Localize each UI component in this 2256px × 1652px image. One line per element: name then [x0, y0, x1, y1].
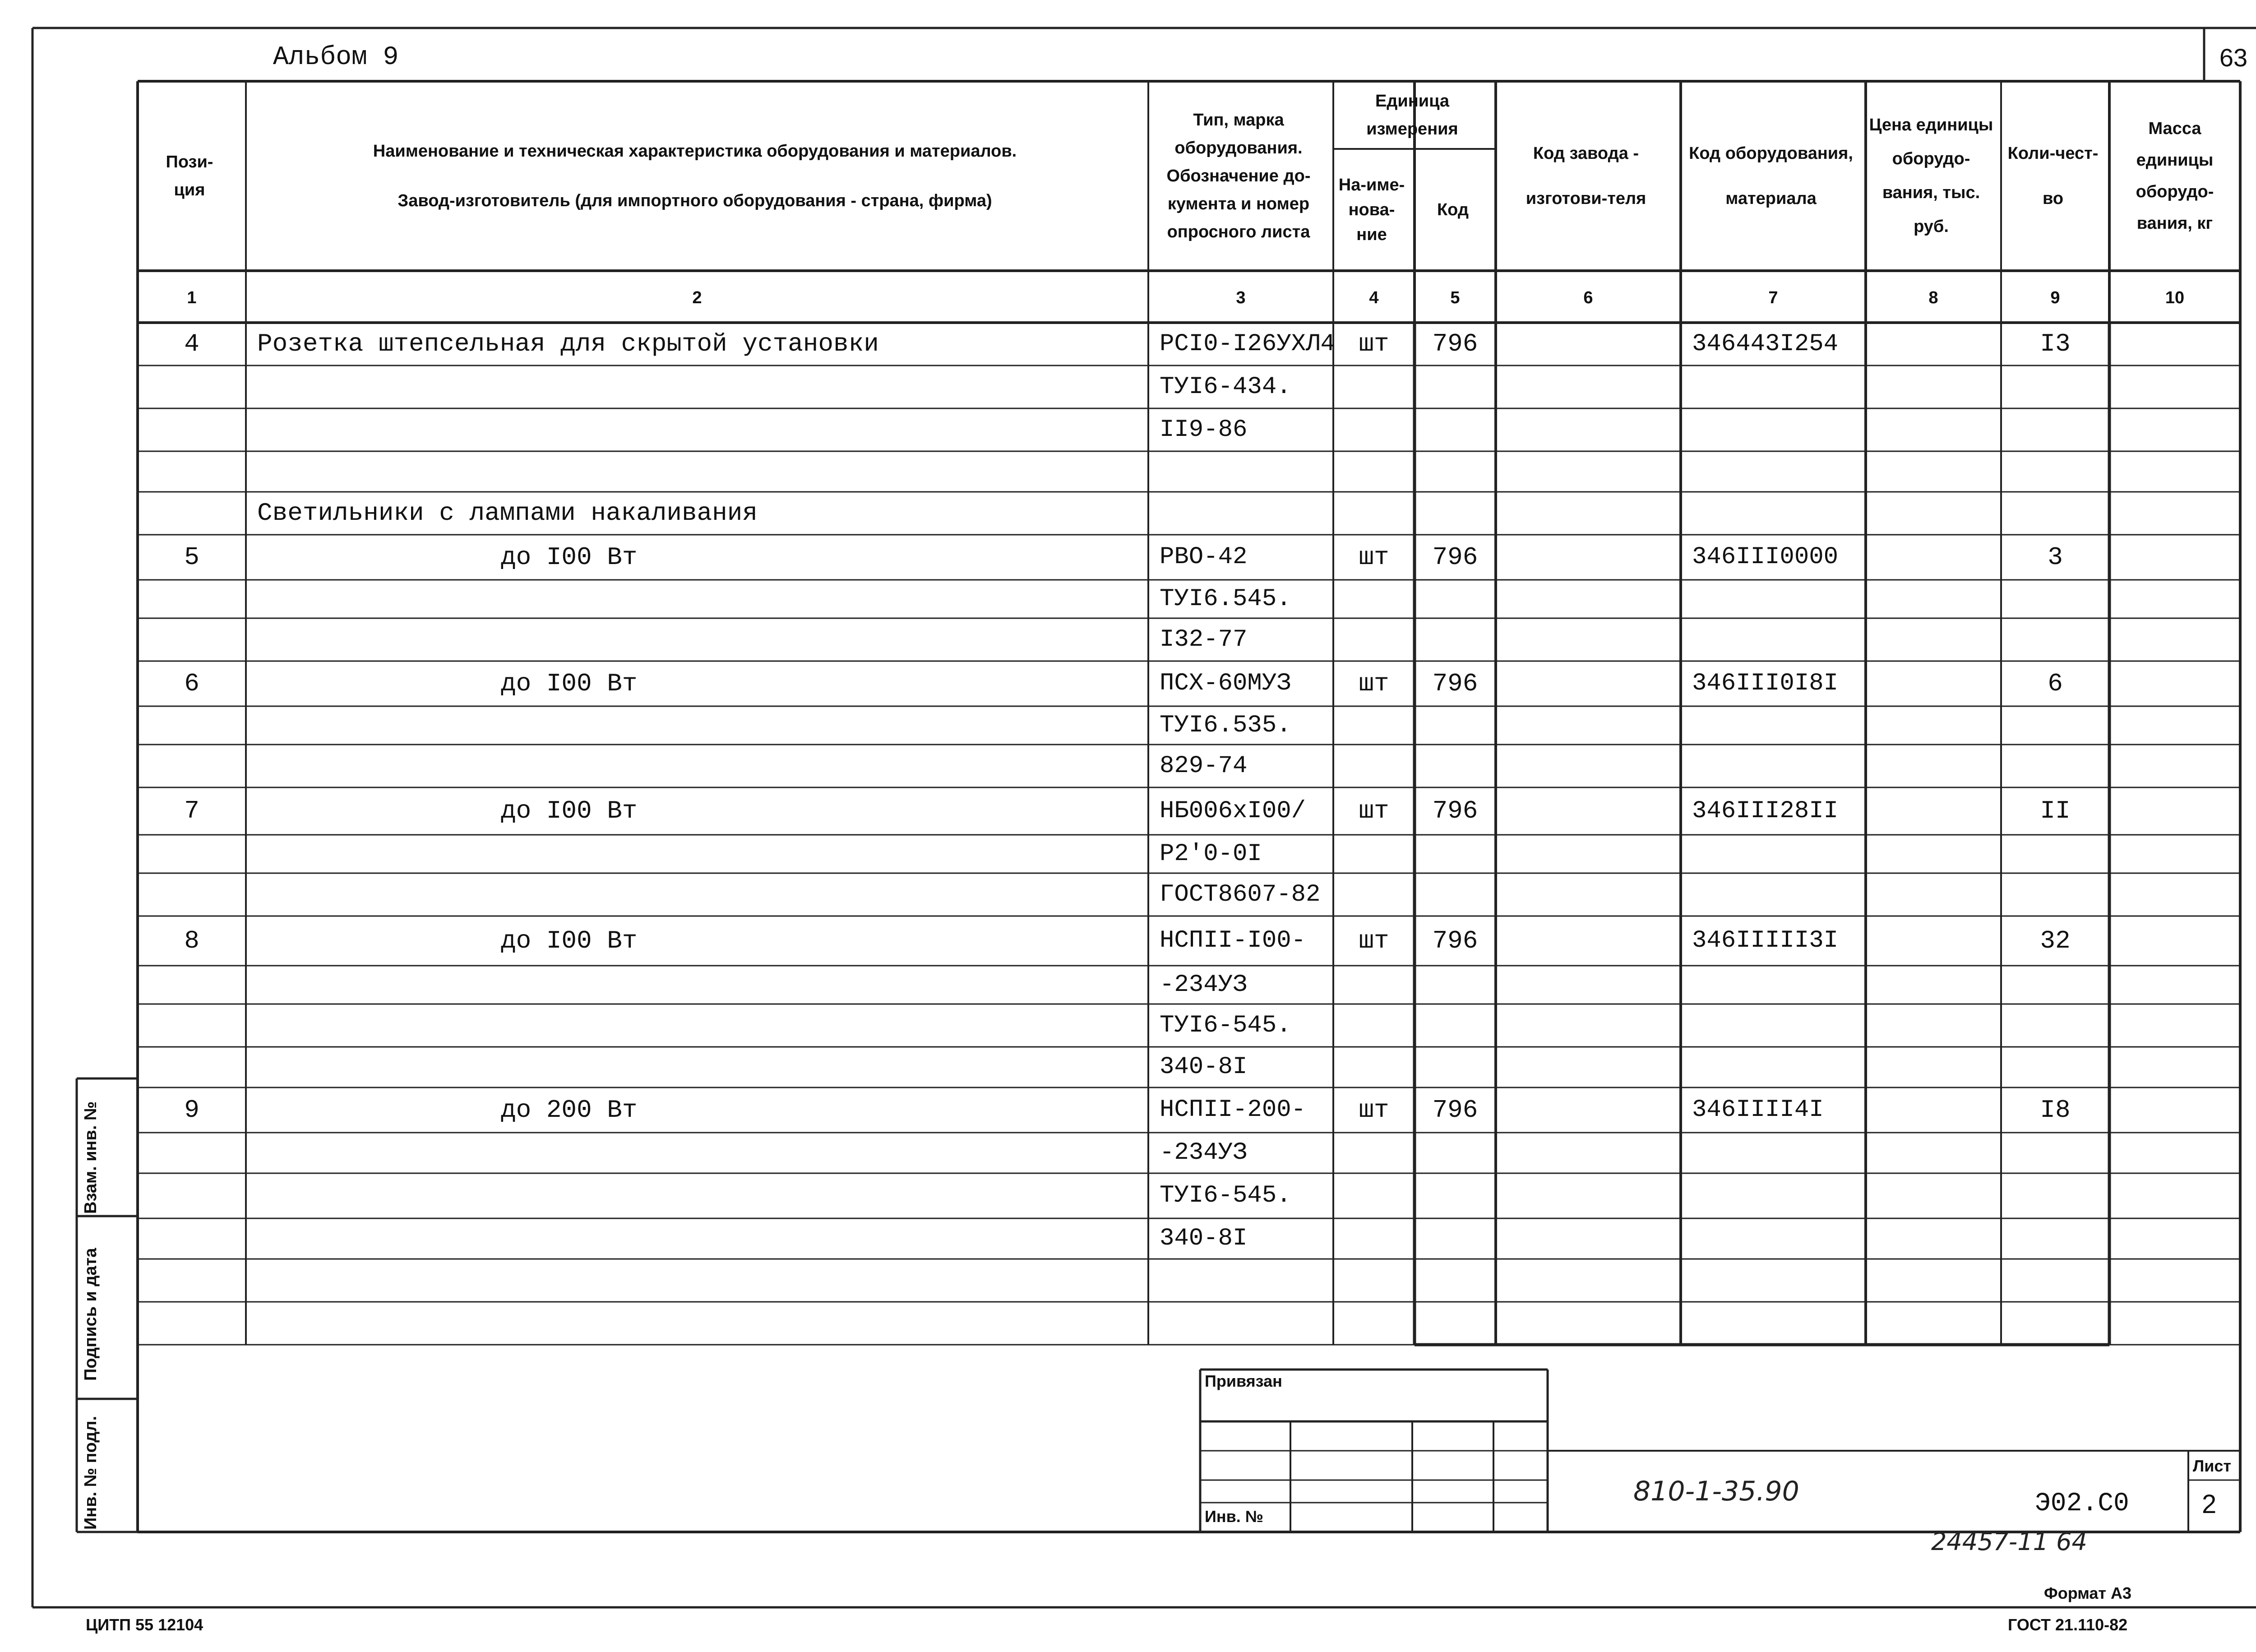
stamp-inv-no: Инв. № [1205, 1507, 1263, 1526]
header-unit-code: Код [1437, 200, 1469, 219]
sheet-label: Лист [2193, 1457, 2232, 1475]
row-type: ТУI6-545. [1160, 1012, 1291, 1039]
row-position: 8 [184, 926, 199, 955]
sheet-code: Э02.С0 [2035, 1489, 2129, 1518]
row-equipment-code: 346III0I8I [1692, 670, 1839, 697]
footer-format: Формат А3 [2044, 1584, 2132, 1602]
row-type: I32-77 [1160, 626, 1248, 653]
header-unit: Единица измерения [1366, 92, 1458, 139]
row-unit-code: 796 [1432, 926, 1478, 955]
row-type: ТУI6-545. [1160, 1182, 1291, 1209]
row-type: 829-74 [1160, 752, 1248, 780]
row-position: 4 [184, 329, 199, 358]
header-name: Наименование и техническая характеристика оборудования и материалов. Завод-изготовитель (для импортного оборудования - страна, фирма) [373, 142, 1017, 210]
row-type: ТУI6-434. [1160, 373, 1291, 401]
column-number: 3 [1236, 288, 1246, 307]
row-type: ТУI6.545. [1160, 585, 1291, 613]
row-type: -234УЗ [1160, 1139, 1248, 1166]
footer-gost: ГОСТ 21.110-82 [2008, 1615, 2128, 1634]
sheet-number: 2 [2202, 1490, 2217, 1519]
row-quantity: 32 [2040, 926, 2071, 955]
row-unit: шт [1359, 926, 1389, 955]
row-type: ГОСТ8607-82 [1160, 881, 1321, 908]
row-position: 7 [184, 796, 199, 825]
handwritten-number: 24457-11 64 [1931, 1527, 2087, 1556]
row-equipment-code: 346III28II [1692, 797, 1839, 825]
row-type: Р2'0-0I [1160, 840, 1262, 868]
row-type: НБ006хI00/ [1160, 797, 1306, 825]
row-position: 9 [184, 1096, 199, 1124]
column-number: 8 [1928, 288, 1938, 307]
row-name: Розетка штепсельная для скрытой установки [257, 329, 879, 358]
column-number: 4 [1369, 288, 1379, 307]
row-type: РСI0-I26УХЛ4 [1160, 330, 1335, 358]
row-unit-code: 796 [1432, 543, 1478, 572]
row-type: НСПII-200- [1160, 1096, 1306, 1124]
row-unit-code: 796 [1432, 669, 1478, 698]
row-equipment-code: 346IIII4I [1692, 1096, 1824, 1124]
side-label-replacement-inv: Взам. инв. № [81, 1101, 100, 1214]
row-unit-code: 796 [1432, 329, 1478, 358]
column-number: 5 [1450, 288, 1460, 307]
row-unit: шт [1359, 329, 1389, 358]
side-label-original-inv: Инв. № подл. [81, 1416, 100, 1530]
row-quantity: I3 [2040, 329, 2071, 358]
header-price: Цена единицы оборудо-вания, тыс. руб. [1869, 116, 1993, 236]
stamp-privyazan: Привязан [1205, 1372, 1282, 1390]
row-type: -234УЗ [1160, 971, 1248, 999]
row-name: Светильники с лампами накаливания [257, 499, 758, 528]
header-equipment-code: Код оборудования, материала [1689, 144, 1853, 208]
header-quantity: Коли-чест-во [2007, 144, 2099, 208]
column-number: 1 [187, 288, 197, 307]
row-position: 6 [184, 669, 199, 698]
row-type: НСПII-I00- [1160, 927, 1306, 954]
row-type: ТУI6.535. [1160, 712, 1291, 739]
column-number: 9 [2050, 288, 2060, 307]
column-number: 2 [692, 288, 702, 307]
row-equipment-code: 346443I254 [1692, 330, 1839, 358]
row-quantity: 6 [2048, 669, 2063, 698]
row-equipment-code: 346III0000 [1692, 543, 1839, 571]
row-quantity: 3 [2048, 543, 2063, 572]
row-unit-code: 796 [1432, 796, 1478, 825]
document-code: 810-1-35.90 [1633, 1476, 1799, 1507]
row-type: 340-8I [1160, 1225, 1248, 1252]
side-label-signature-date: Подпись и дата [81, 1248, 100, 1381]
footer-left-code: ЦИТП 55 12104 [86, 1615, 203, 1634]
row-unit: шт [1359, 1096, 1389, 1124]
row-unit: шт [1359, 669, 1389, 698]
row-unit-code: 796 [1432, 1096, 1478, 1124]
header-factory-code: Код завода - изготови-теля [1526, 144, 1646, 208]
header-position: Пози- ция [166, 153, 213, 199]
row-name: до 200 Вт [501, 1096, 638, 1124]
column-number: 6 [1583, 288, 1593, 307]
row-unit: шт [1359, 543, 1389, 572]
header-unit-name: На-име-нова-ние [1338, 175, 1405, 244]
row-name: до I00 Вт [501, 543, 638, 572]
row-name: до I00 Вт [501, 926, 638, 955]
page-number: 63 [2219, 43, 2248, 72]
row-position: 5 [184, 543, 199, 572]
row-unit: шт [1359, 796, 1389, 825]
row-equipment-code: 346IIIII3I [1692, 927, 1839, 954]
row-name: до I00 Вт [501, 796, 638, 825]
row-type: 340-8I [1160, 1053, 1248, 1081]
row-type: II9-86 [1160, 416, 1248, 444]
column-number: 7 [1768, 288, 1778, 307]
row-name: до I00 Вт [501, 669, 638, 698]
row-type: РВО-42 [1160, 543, 1248, 571]
row-quantity: II [2040, 796, 2071, 825]
header-type: Тип, марка оборудования. Обозначение до-кумента и номер опросного листа [1166, 111, 1311, 241]
row-quantity: I8 [2040, 1096, 2071, 1124]
album-title: Альбом 9 [273, 43, 399, 72]
row-type: ПСХ-60МУЗ [1160, 670, 1291, 697]
column-number: 10 [2165, 288, 2185, 307]
header-mass: Масса единицы оборудо-вания, кг [2136, 119, 2214, 233]
